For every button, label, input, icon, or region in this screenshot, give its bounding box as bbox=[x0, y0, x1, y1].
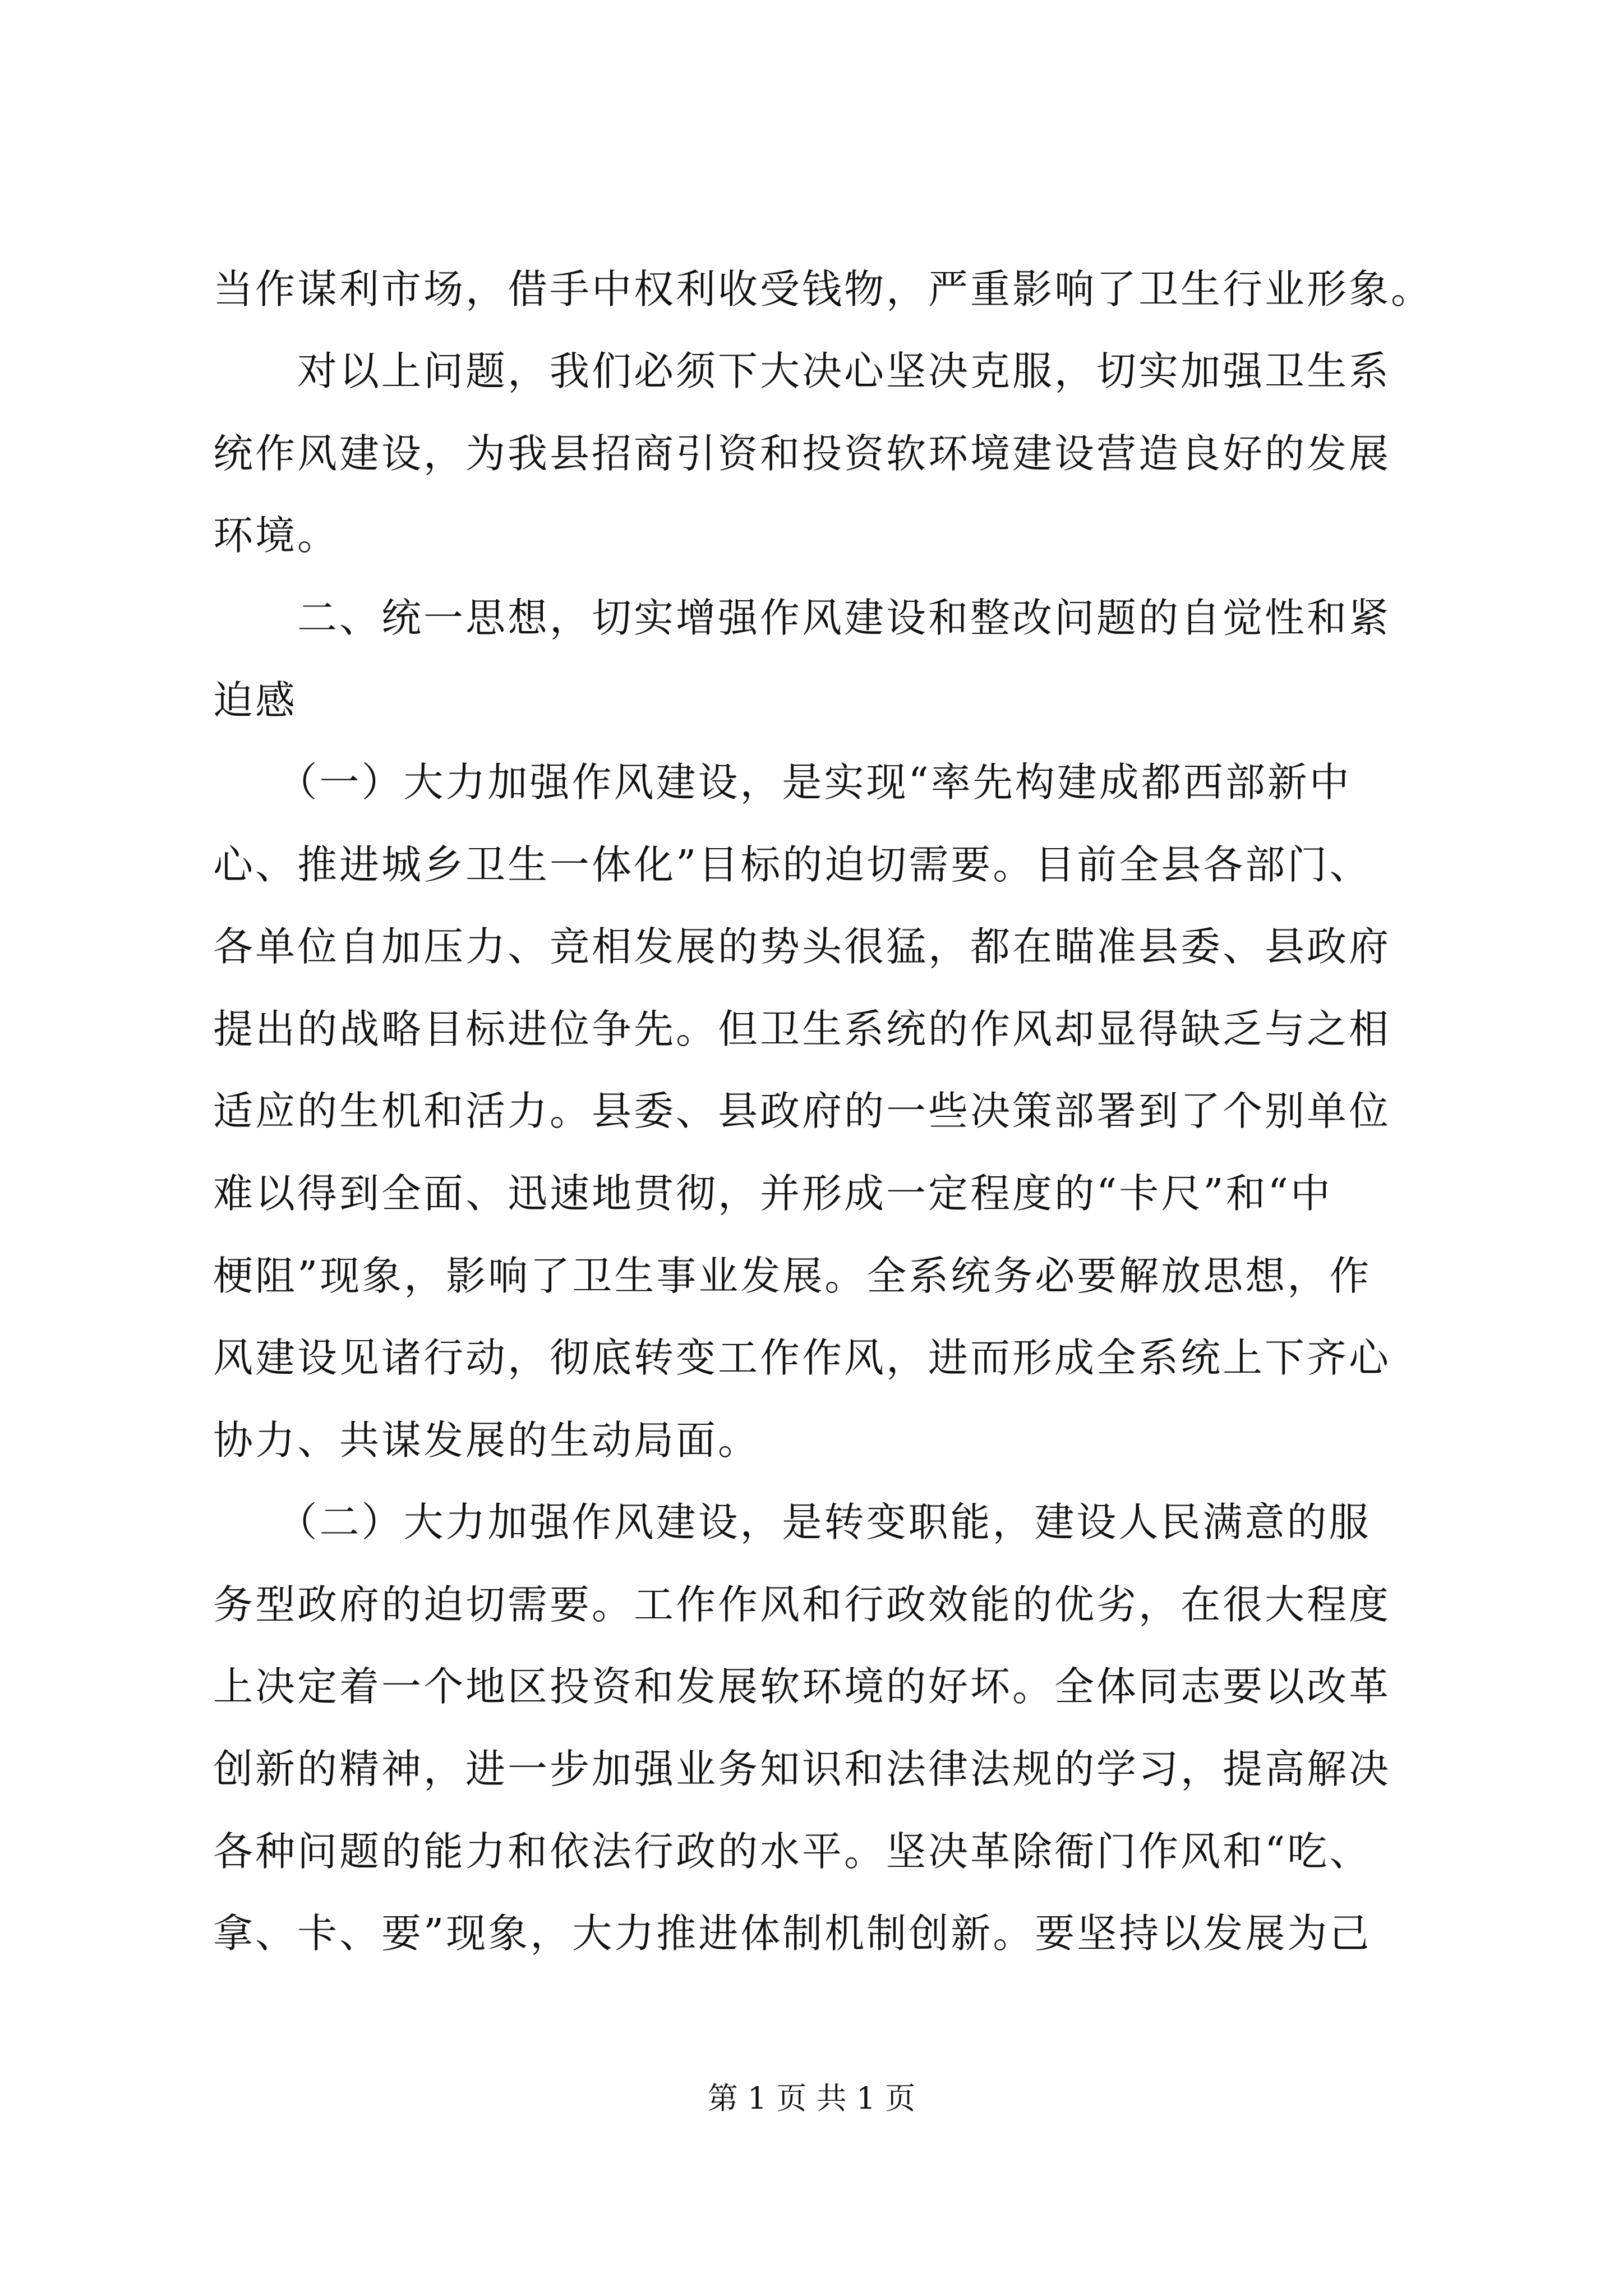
text-line: （二）大力加强作风建设，是转变职能，建设人民满意的服 bbox=[213, 1499, 1371, 1545]
text-line: 务型政府的迫切需要。工作作风和行政效能的优劣，在很大程度 bbox=[213, 1581, 1391, 1628]
text-line: 拿、卡、要”现象，大力推进体制机制创新。要坚持以发展为己 bbox=[213, 1910, 1372, 1957]
text-line: 各单位自加压力、竞相发展的势头很猛，都在瞄准县委、县政府 bbox=[213, 923, 1391, 970]
text-line: 适应的生机和活力。县委、县政府的一些决策部署到了个别单位 bbox=[213, 1088, 1391, 1134]
text-line: 环境。 bbox=[213, 512, 340, 559]
text-line: 当作谋利市场，借手中权利收受钱物，严重影响了卫生行业形象。 bbox=[213, 266, 1433, 312]
text-line: 统作风建设，为我县招商引资和投资软环境建设营造良好的发展 bbox=[213, 430, 1391, 477]
text-line: 心、推进城乡卫生一体化”目标的迫切需要。目前全县各部门、 bbox=[213, 841, 1372, 888]
page-number: 第 1 页 共 1 页 bbox=[707, 2081, 916, 2116]
text-line: 上决定着一个地区投资和发展软环境的好坏。全体同志要以改革 bbox=[213, 1663, 1391, 1710]
text-line: 对以上问题，我们必须下大决心坚决克服，切实加强卫生系 bbox=[213, 348, 1391, 394]
text-line: 梗阻”现象，影响了卫生事业发展。全系统务必要解放思想，作 bbox=[213, 1253, 1372, 1299]
text-line: 协力、共谋发展的生动局面。 bbox=[213, 1417, 760, 1464]
section-heading: 迫感 bbox=[213, 677, 298, 724]
text-line: （一）大力加强作风建设，是实现“率先构建成都西部新中 bbox=[213, 759, 1352, 806]
text-line: 难以得到全面、迅速地贯彻，并形成一定程度的“卡尺”和“中 bbox=[213, 1170, 1332, 1217]
text-line: 各种问题的能力和依法行政的水平。坚决革除衙门作风和“吃、 bbox=[213, 1828, 1372, 1875]
text-line: 风建设见诸行动，彻底转变工作作风，进而形成全系统上下齐心 bbox=[213, 1335, 1391, 1381]
text-line: 创新的精神，进一步加强业务知识和法律法规的学习，提高解决 bbox=[213, 1746, 1391, 1792]
text-line: 提出的战略目标进位争先。但卫生系统的作风却显得缺乏与之相 bbox=[213, 1006, 1391, 1052]
section-heading: 二、统一思想，切实增强作风建设和整改问题的自觉性和紧 bbox=[213, 595, 1391, 641]
